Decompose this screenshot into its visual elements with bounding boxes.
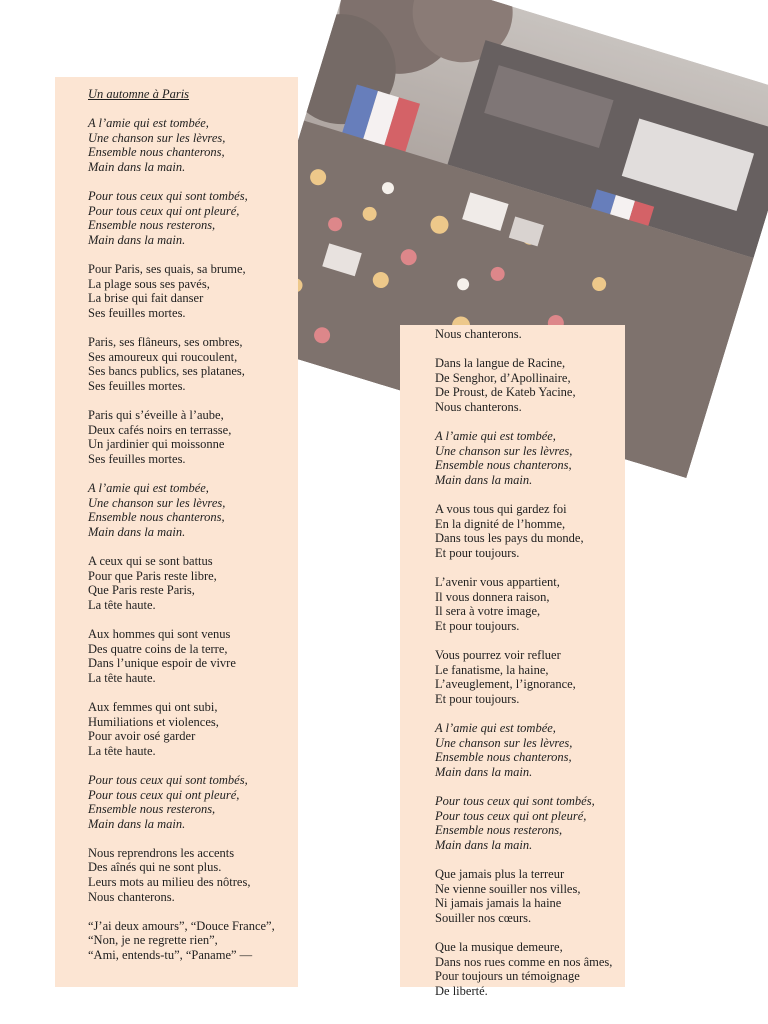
poem-line: En la dignité de l’homme, (435, 516, 566, 531)
poem-line: De Proust, de Kateb Yacine, (435, 385, 576, 400)
poem-line: A l’amie qui est tombée, (88, 116, 209, 131)
poem-line: La tête haute. (88, 670, 156, 685)
poem-line: Ses feuilles mortes. (88, 305, 186, 320)
stanza (88, 335, 298, 393)
poem-line: Nous chanterons. (435, 327, 522, 341)
poem-line: Souiller nos cœurs. (435, 910, 532, 925)
poem-line: Pour tous ceux qui ont pleuré, (88, 787, 240, 802)
poem-line: “Ami, entends-tu”, “Paname” — (88, 948, 253, 963)
poem-line: Main dans la main. (88, 816, 186, 831)
left-stanzas (88, 116, 298, 962)
poem-line: L’aveuglement, l’ignorance, (435, 677, 576, 692)
poem-line: Ses bancs publics, ses platanes, (88, 364, 245, 379)
poem-line: Le fanatisme, la haine, (435, 662, 549, 677)
right-stanzas (435, 327, 625, 998)
poem-line: Une chanson sur les lèvres, (88, 130, 226, 145)
stanza (88, 627, 298, 685)
poem-line: Ensemble nous resterons, (88, 802, 216, 817)
stanza (435, 327, 625, 342)
poem-line: Pour avoir osé garder (88, 729, 196, 744)
poem-line: Pour que Paris reste libre, (88, 568, 217, 583)
poem-line: Pour tous ceux qui sont tombés, (88, 772, 248, 787)
poem-line: Pour tous ceux qui sont tombés, (435, 794, 595, 808)
stanza (88, 773, 298, 831)
poem-line: Ensemble nous chanterons, (88, 145, 225, 160)
poem-line: Nous chanterons. (88, 889, 175, 904)
poem-line: Ses amoureux qui roucoulent, (88, 349, 238, 364)
poem-line: Leurs mots au milieu des nôtres, (88, 875, 251, 890)
poem-line: A vous tous qui gardez foi (435, 502, 567, 517)
poem-line: Il sera à votre image, (435, 604, 541, 619)
stanza (88, 481, 298, 539)
poem-line: Dans tous les pays du monde, (435, 531, 584, 546)
stanza (88, 189, 298, 247)
poem-line: Deux cafés noirs en terrasse, (88, 422, 232, 437)
stanza (435, 429, 625, 487)
poem-line: De liberté. (435, 983, 488, 998)
poem-line: Vous pourrez voir refluer (435, 648, 561, 663)
poem-line: Main dans la main. (435, 837, 533, 852)
poem-line: Nous reprendrons les accents (88, 845, 235, 860)
stanza (88, 700, 298, 758)
poem-line: Main dans la main. (88, 232, 186, 247)
stanza (435, 794, 625, 852)
poem-line: Un jardinier qui moissonne (88, 437, 225, 452)
poem-line: Et pour toujours. (435, 618, 520, 633)
poem-line: Main dans la main. (88, 159, 186, 174)
poem-line: La plage sous ses pavés, (88, 276, 210, 291)
poem-column-left (55, 77, 298, 987)
stanza (435, 648, 625, 706)
poem-line: La brise qui fait danser (88, 291, 204, 306)
poem-line: Des aînés qui ne sont plus. (88, 860, 222, 875)
poem-line: Dans l’unique espoir de vivre (88, 656, 236, 671)
poem-line: Ensemble nous chanterons, (88, 510, 225, 525)
poem-line: “Non, je ne regrette rien”, (88, 933, 218, 948)
poem-line: L’avenir vous appartient, (435, 575, 560, 590)
poem-line: Que jamais plus la terreur (435, 866, 565, 881)
poem-line: Main dans la main. (435, 764, 533, 779)
poem-line: Il vous donnera raison, (435, 589, 550, 604)
poem-line: Ses feuilles mortes. (88, 451, 186, 466)
poem-line: A l’amie qui est tombée, (435, 429, 556, 444)
poem-line: Paris, ses flâneurs, ses ombres, (88, 335, 243, 350)
stanza (435, 575, 625, 633)
poem-line: Aux hommes qui sont venus (88, 626, 231, 641)
poem-line: Dans la langue de Racine, (435, 356, 566, 371)
stanza (88, 262, 298, 320)
poem-line: Ensemble nous chanterons, (435, 458, 572, 473)
poem-line: Dans nos rues comme en nos âmes, (435, 954, 613, 969)
poem-line: Main dans la main. (435, 472, 533, 487)
stanza (88, 919, 298, 963)
stanza (88, 554, 298, 612)
poem-line: A ceux qui se sont battus (88, 554, 213, 568)
poem-line: A l’amie qui est tombée, (435, 721, 556, 736)
stanza (88, 408, 298, 466)
poem-line: “J’ai deux amours”, “Douce France”, (88, 918, 275, 933)
poem-line: Que la musique demeure, (435, 939, 563, 954)
poem-line: Main dans la main. (88, 524, 186, 539)
poem-line: Une chanson sur les lèvres, (435, 735, 573, 750)
poem-line: Pour toujours un témoignage (435, 969, 580, 984)
poem-line: Une chanson sur les lèvres, (88, 495, 226, 510)
poem-line: Ensemble nous resterons, (435, 823, 563, 838)
poem-line: Et pour toujours. (435, 545, 520, 560)
poem-line: La tête haute. (88, 743, 156, 758)
poem-line: Et pour toujours. (435, 691, 520, 706)
poem-line: Ses feuilles mortes. (88, 378, 186, 393)
stanza (435, 356, 625, 414)
poem-line: La tête haute. (88, 597, 156, 612)
poem-line: Paris qui s’éveille à l’aube, (88, 408, 224, 423)
poem-line: Que Paris reste Paris, (88, 583, 195, 598)
poem-line: Aux femmes qui ont subi, (88, 699, 218, 714)
poem-line: Nous chanterons. (435, 399, 522, 414)
poem-line: Pour Paris, ses quais, sa brume, (88, 262, 246, 277)
poem-title: Un automne à Paris (88, 87, 190, 101)
stanza (88, 116, 298, 174)
stanza (435, 502, 625, 560)
stanza (435, 721, 625, 779)
poem-line: Ne vienne souiller nos villes, (435, 881, 581, 896)
stanza (435, 940, 625, 998)
poem-line: Humiliations et violences, (88, 714, 219, 729)
poem-line: Ni jamais jamais la haine (435, 896, 562, 911)
poem-line: Ensemble nous resterons, (88, 218, 216, 233)
poem-line: Des quatre coins de la terre, (88, 641, 228, 656)
poem-line: Une chanson sur les lèvres, (435, 443, 573, 458)
poem-line: Pour tous ceux qui ont pleuré, (88, 203, 240, 218)
poem-line: A l’amie qui est tombée, (88, 481, 209, 496)
poem-line: De Senghor, d’Apollinaire, (435, 370, 571, 385)
poem-line: Pour tous ceux qui sont tombés, (88, 189, 248, 204)
stanza (88, 846, 298, 904)
poem-line: Ensemble nous chanterons, (435, 750, 572, 765)
poem-line: Pour tous ceux qui ont pleuré, (435, 808, 587, 823)
stanza (435, 867, 625, 925)
poem-column-right (400, 325, 625, 998)
